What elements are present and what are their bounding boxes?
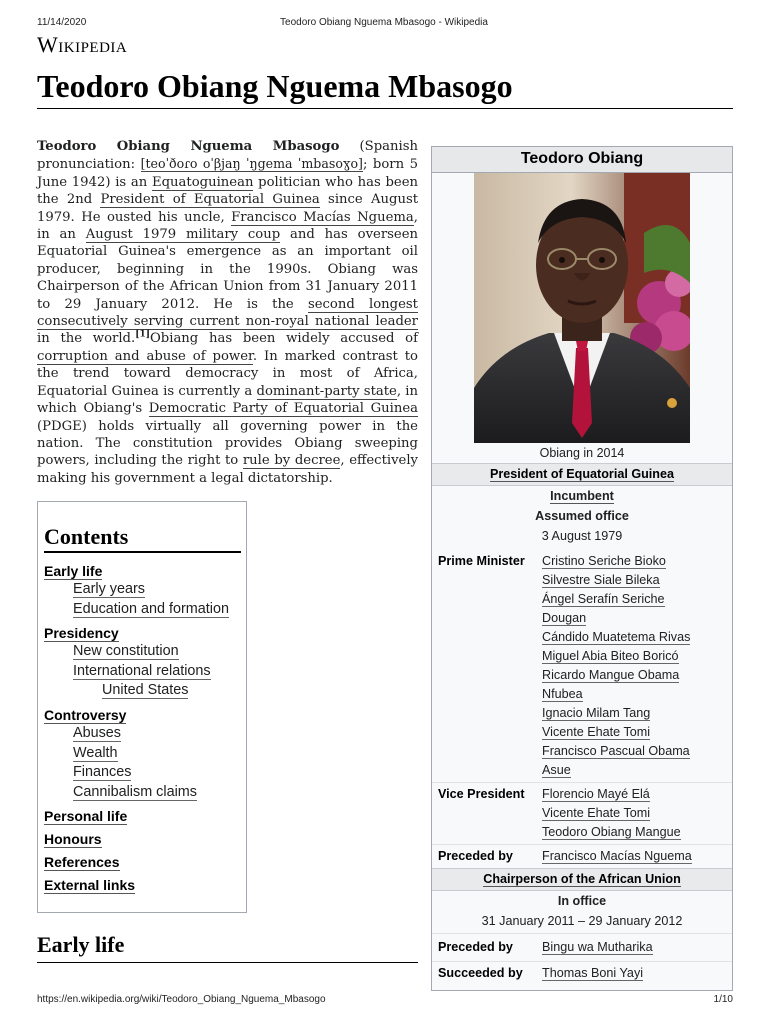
pm-name: Ricardo Mangue Obama: [542, 668, 680, 682]
au-preceded-by-row: [432, 933, 732, 961]
toc-title: Contents: [44, 524, 241, 553]
pm-link[interactable]: [542, 609, 732, 628]
au-term-dates: 31 January 2011 – 29 January 2012: [481, 914, 683, 928]
wikipedia-logo[interactable]: Wikipedia: [37, 32, 128, 57]
preceded-by-label: Preceded by: [438, 849, 513, 863]
toc-label: New constitution: [73, 643, 179, 660]
toc-label: External links: [44, 877, 136, 894]
toc-item-external-links[interactable]: [44, 876, 246, 894]
lead-text: and has overseen Equatorial Guinea's emergence as an important oil producer, beginning in the 1990s. Obiang was Chairperson of the African Union from 31 January 2011 to 29 January 2012. He is the: [37, 227, 418, 312]
pm-name: Dougan: [542, 611, 587, 625]
pm-link[interactable]: [542, 628, 732, 647]
lead-text: . In marked contrast to the trend toward democracy in most of Africa, Equatorial Guinea is currently a: [37, 348, 418, 399]
toc-item-honours[interactable]: [44, 830, 246, 848]
pm-name: Asue: [542, 763, 571, 777]
toc-item-controversy[interactable]: [44, 706, 246, 724]
pm-link[interactable]: [542, 590, 732, 609]
pm-link[interactable]: [542, 685, 732, 704]
pm-name: Vicente Ehate Tomi: [542, 725, 651, 739]
portrait-illustration: [474, 173, 690, 443]
lead-text: , effectively making his government a legal dictatorship.: [37, 453, 419, 486]
assumed-office-label: Assumed office: [535, 509, 629, 523]
infobox: [431, 146, 733, 991]
office-title: President of Equatorial Guinea: [489, 467, 675, 481]
lead-text: in the world.: [37, 331, 136, 347]
toc-label: Finances: [73, 764, 132, 781]
section-heading-early-life: Early life: [37, 932, 418, 963]
prime-minister-row: [432, 550, 732, 782]
link-pdge[interactable]: Democratic Party of Equatorial Guinea: [148, 401, 418, 417]
vp-link[interactable]: [542, 804, 732, 823]
toc-item-international-relations[interactable]: [44, 662, 246, 682]
succeeded-by-label: Succeeded by: [438, 966, 523, 980]
toc-item-united-states[interactable]: [44, 681, 246, 701]
pm-link[interactable]: [542, 704, 732, 723]
lead-text: Obiang has been widely accused of: [149, 331, 419, 347]
toc-label: References: [44, 854, 120, 871]
in-office-label: In office: [557, 894, 607, 908]
print-url: https://en.wikipedia.org/wiki/Teodoro_Obiang_Nguema_Mbasogo: [37, 994, 326, 1005]
pm-link[interactable]: [542, 761, 732, 780]
toc-item-presidency[interactable]: [44, 624, 246, 642]
link-president[interactable]: President of Equatorial Guinea: [100, 192, 320, 208]
pm-name: Nfubea: [542, 687, 583, 701]
pm-name: Ángel Serafín Seriche: [542, 592, 665, 606]
page-title: Teodoro Obiang Nguema Mbasogo: [37, 66, 733, 109]
assumed-office-date: 3 August 1979: [541, 529, 623, 543]
portrait-photo[interactable]: [474, 173, 690, 443]
link-equatoguinean[interactable]: Equatoguinean: [151, 174, 254, 190]
toc-label: Wealth: [73, 744, 118, 761]
vp-link[interactable]: [542, 785, 732, 804]
toc-label: United States: [102, 682, 189, 699]
toc-item-new-constitution[interactable]: [44, 642, 246, 662]
lead-text: politician who has been the 2nd: [37, 174, 418, 208]
lead-text: ; born 5 June 1942) is an: [37, 157, 419, 190]
office-title: Chairperson of the African Union: [483, 872, 681, 886]
article-subject: Teodoro Obiang Nguema Mbasogo: [37, 139, 340, 154]
print-date: 11/14/2020: [37, 17, 87, 28]
toc-label: International relations: [73, 662, 211, 679]
au-successor-link[interactable]: [542, 964, 732, 983]
pm-link[interactable]: [542, 723, 732, 742]
pm-name: Cándido Muatetema Rivas: [542, 630, 691, 644]
toc-label: Education and formation: [73, 600, 229, 617]
toc-label: Controversy: [44, 706, 127, 723]
toc-label: Personal life: [44, 808, 128, 825]
toc-label: Early life: [44, 563, 103, 579]
pm-link[interactable]: [542, 571, 732, 590]
au-predecessor-link[interactable]: [542, 938, 732, 957]
preceded-by-row: [432, 844, 732, 868]
infobox-title: Teodoro Obiang: [432, 147, 732, 173]
lead-text: since August 1979. He ousted his uncle,: [37, 192, 419, 225]
lead-text: (Spanish pronunciation:: [37, 139, 418, 173]
vp-name: Teodoro Obiang Mangue: [542, 825, 681, 839]
toc-item-abuses[interactable]: [44, 724, 246, 744]
predecessor-name: Francisco Macías Nguema: [542, 849, 692, 863]
link-corruption[interactable]: corruption and abuse of power: [37, 348, 253, 364]
pm-link[interactable]: [542, 647, 732, 666]
vice-president-label: Vice President: [438, 787, 525, 801]
toc-label: Presidency: [44, 625, 119, 642]
link-rule-by-decree[interactable]: rule by decree: [242, 453, 341, 469]
preceded-by-label: Preceded by: [438, 940, 513, 954]
toc-label: Early years: [73, 581, 145, 597]
photo-caption: Obiang in 2014: [539, 446, 625, 460]
print-header: [0, 17, 768, 31]
toc-item-wealth[interactable]: [44, 744, 246, 764]
predecessor-link[interactable]: [542, 847, 732, 866]
predecessor-name: Bingu wa Mutharika: [542, 940, 653, 954]
pm-name: Cristino Seriche Bioko: [542, 554, 666, 568]
link-coup[interactable]: August 1979 military coup: [85, 227, 281, 243]
toc-item-references[interactable]: [44, 853, 246, 871]
au-succeeded-by-row: [432, 961, 732, 985]
toc-item-education[interactable]: [44, 600, 246, 620]
ipa-link[interactable]: [teoˈðoɾo oˈβjaŋ ˈŋgema ˈmbasoɣo]: [140, 156, 363, 172]
print-title: Teodoro Obiang Nguema Mbasogo - Wikipedia: [280, 17, 488, 28]
lead-text: , in an: [37, 209, 418, 243]
prime-minister-label: Prime Minister: [438, 554, 525, 568]
lead-text: , in which Obiang's: [37, 383, 418, 417]
toc-label: Honours: [44, 831, 102, 848]
office-au-chair-header[interactable]: [432, 868, 732, 891]
table-of-contents: [37, 501, 247, 913]
lead-text: (PDGE) holds virtually all governing power in the nation. The constitution provides Obiang sweeping powers, including the right to: [37, 418, 418, 469]
link-uncle[interactable]: Francisco Macías Nguema: [231, 209, 414, 225]
pm-link[interactable]: [542, 552, 732, 571]
vice-president-row: [432, 782, 732, 844]
pm-name: Miguel Abia Biteo Boricó: [542, 649, 679, 663]
toc-item-personal-life[interactable]: [44, 807, 246, 825]
link-longest-serving[interactable]: second longest consecutively serving current non-royal national leader: [37, 296, 418, 330]
toc-item-cannibalism[interactable]: [44, 783, 246, 803]
toc-item-early-life[interactable]: [44, 562, 246, 580]
vp-name: Florencio Mayé Elá: [542, 787, 650, 801]
toc-label: Cannibalism claims: [73, 783, 197, 800]
office-president-header[interactable]: [432, 463, 732, 486]
pm-link[interactable]: [542, 742, 732, 761]
vp-name: Vicente Ehate Tomi: [542, 806, 651, 820]
pm-name: Francisco Pascual Obama: [542, 744, 690, 758]
toc-item-finances[interactable]: [44, 763, 246, 783]
vp-link[interactable]: [542, 823, 732, 842]
link-dominant-party[interactable]: dominant-party state: [256, 383, 397, 399]
incumbent-text: Incumbent: [550, 489, 614, 503]
toc-label: Abuses: [73, 724, 121, 741]
pm-name: Silvestre Siale Bileka: [542, 573, 660, 587]
pm-link[interactable]: [542, 666, 732, 685]
pm-name: Ignacio Milam Tang: [542, 706, 651, 720]
lead-paragraph: [37, 138, 418, 487]
incumbent-label[interactable]: [432, 486, 732, 506]
successor-name: Thomas Boni Yayi: [542, 966, 644, 980]
page-number: 1/10: [713, 994, 733, 1005]
toc-item-early-years[interactable]: [44, 580, 246, 600]
reference-1[interactable]: [1]: [135, 330, 150, 341]
